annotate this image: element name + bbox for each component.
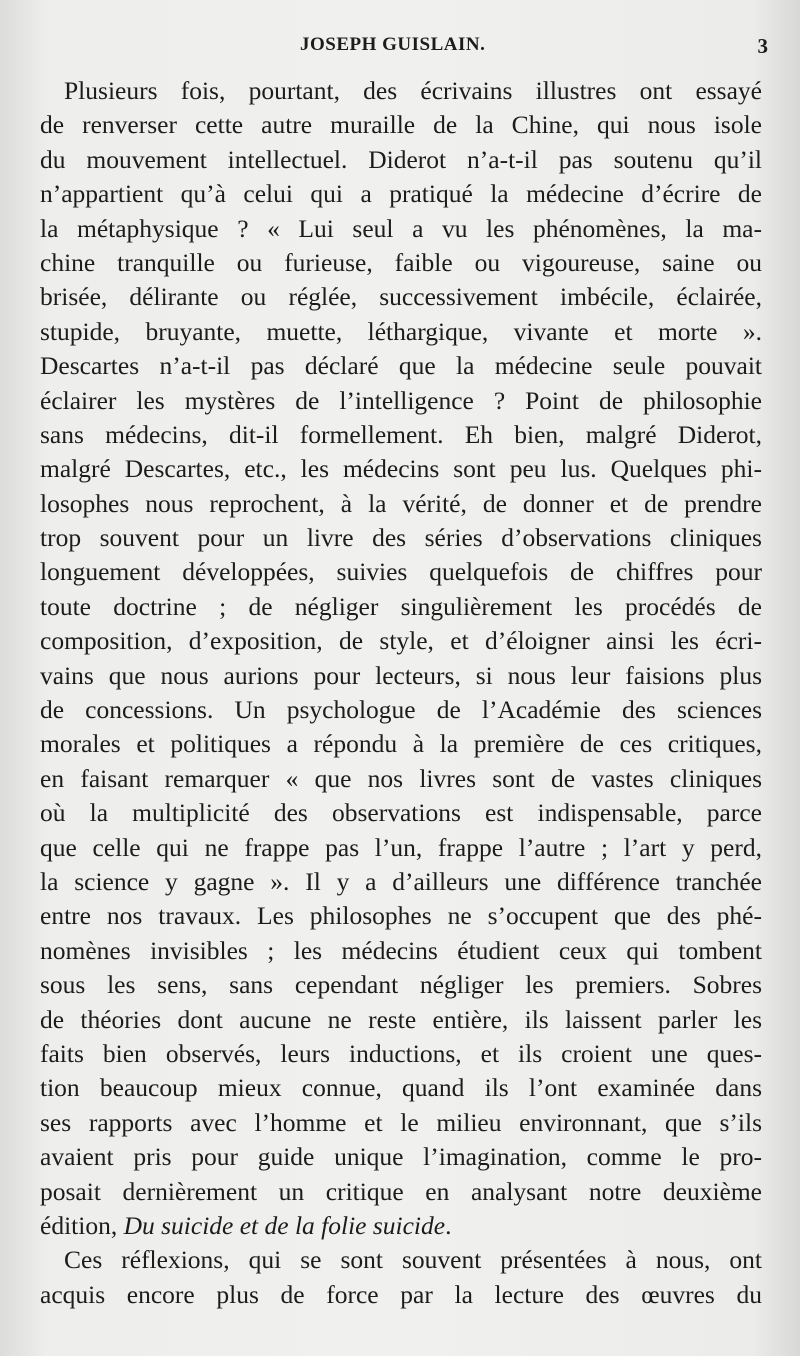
text-line: de renverser cette autre muraille de la Chine, qui nous isole [40, 110, 762, 140]
text-line: posait dernièrement un critique en analysant notre deuxième [40, 1176, 762, 1206]
text-line: brisée, délirante ou réglée, successivement imbécile, éclairée, [40, 282, 762, 312]
text-line: Ces réflexions, qui se sont souvent présentées à nous, ont [64, 1245, 762, 1275]
text-line: que celle qui ne frappe pas l’un, frappe l’autre ; l’art y perd, [40, 832, 762, 862]
text-line: acquis encore plus de force par la lecture des œuvres du [40, 1279, 762, 1309]
text-line: du mouvement intellectuel. Diderot n’a-t-il pas soutenu qu’il [40, 144, 762, 174]
text-line: faits bien observés, leurs inductions, et ils croient une ques- [40, 1038, 762, 1068]
text-line: chine tranquille ou furieuse, faible ou vigoureuse, saine ou [40, 247, 762, 277]
text-line: trop souvent pour un livre des séries d’observations cliniques [40, 523, 762, 553]
text-line: avaient pris pour guide unique l’imagination, comme le pro- [40, 1142, 762, 1172]
book-title-italic: Du suicide et de la folie suicide [123, 1210, 446, 1240]
final-line-suffix: . [445, 1210, 452, 1240]
text-line: en faisant remarquer « que nos livres sont de vastes cliniques [40, 763, 762, 793]
text-line: stupide, bruyante, muette, léthargique, vivante et morte ». [40, 316, 762, 346]
text-line: sans médecins, dit-il formellement. Eh bien, malgré Diderot, [40, 419, 762, 449]
running-head: JOSEPH GUISLAIN. [300, 34, 486, 55]
paragraph-2 [40, 1243, 762, 1312]
text-line: longuement développées, suivies quelquefois de chiffres pour [40, 557, 762, 587]
text-line: la science y gagne ». Il y a d’ailleurs une différence tranchée [40, 866, 762, 896]
page-number: 3 [757, 34, 768, 58]
text-line: sous les sens, sans cependant négliger les premiers. Sobres [40, 970, 762, 1000]
text-line: Plusieurs fois, pourtant, des écrivains illustres ont essayé [64, 76, 762, 105]
text-line: Descartes n’a-t-il pas déclaré que la médecine seule pouvait [40, 351, 762, 381]
text-line-final [40, 1209, 762, 1243]
text-line: n’appartient qu’à celui qui a pratiqué la médecine d’écrire de [40, 179, 762, 209]
text-line: de concessions. Un psychologue de l’Académie des sciences [40, 695, 762, 725]
text-line: entre nos travaux. Les philosophes ne s’occupent que des phé- [40, 901, 762, 931]
text-line: où la multiplicité des observations est indispensable, parce [40, 798, 762, 828]
text-line: de théories dont aucune ne reste entière, ils laissent parler les [40, 1004, 762, 1034]
body-text [40, 74, 762, 1312]
text-line: la métaphysique ? « Lui seul a vu les phénomènes, la ma- [40, 213, 762, 243]
text-line: nomènes invisibles ; les médecins étudient ceux qui tombent [40, 935, 762, 965]
text-line: malgré Descartes, etc., les médecins sont peu lus. Quelques phi- [40, 454, 762, 484]
text-line: morales et politiques a répondu à la première de ces critiques, [40, 729, 762, 759]
text-line: toute doctrine ; de négliger singulièrement les procédés de [40, 591, 762, 621]
final-line-prefix: édition, [40, 1210, 124, 1240]
text-line: composition, d’exposition, de style, et d’éloigner ainsi les écri- [40, 626, 762, 656]
text-line: éclairer les mystères de l’intelligence ? Point de philosophie [40, 385, 762, 415]
text-line: tion beaucoup mieux connue, quand ils l’ont examinée dans [40, 1073, 762, 1103]
paragraph-1 [40, 74, 762, 1243]
text-line: ses rapports avec l’homme et le milieu environnant, que s’ils [40, 1107, 762, 1137]
text-line: vains que nous aurions pour lecteurs, si nous leur faisions plus [40, 660, 762, 690]
page-header [0, 34, 800, 62]
text-line: losophes nous reprochent, à la vérité, de donner et de prendre [40, 488, 762, 518]
